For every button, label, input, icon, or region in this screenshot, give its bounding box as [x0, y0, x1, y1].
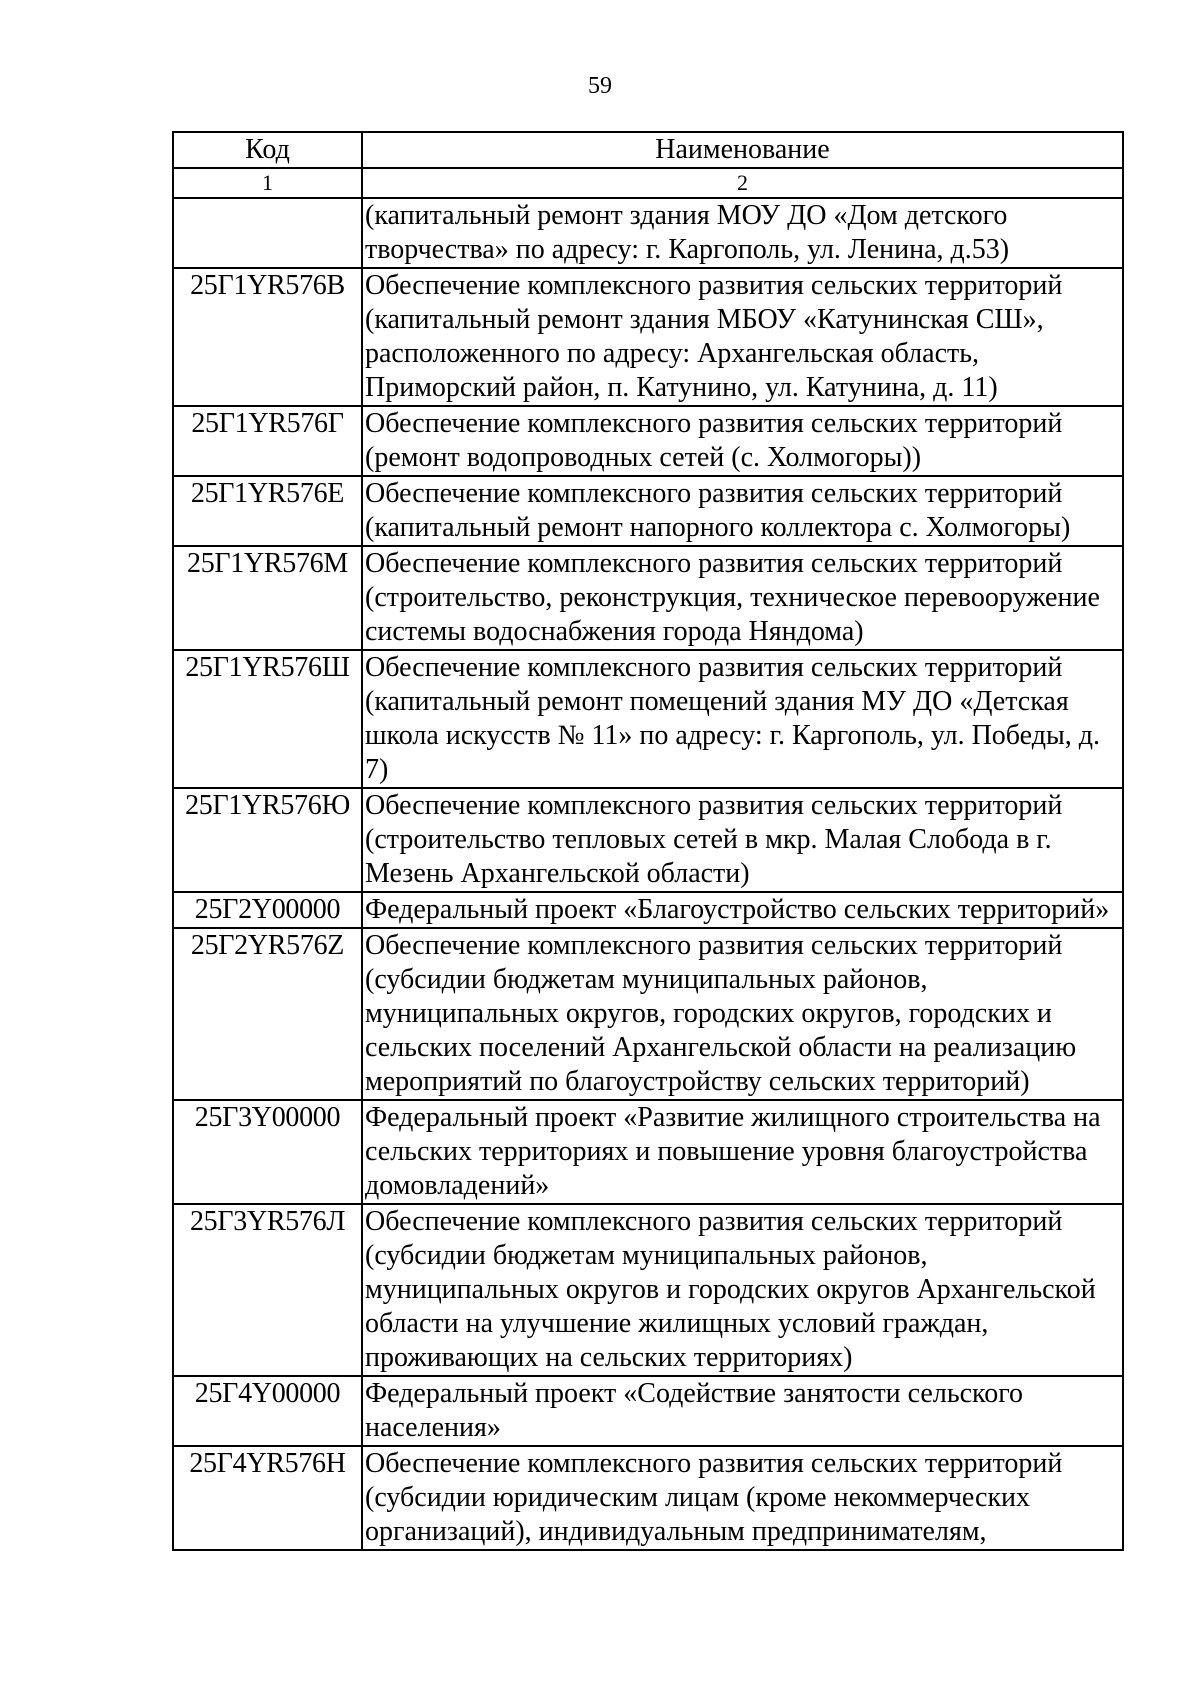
table-row: [173, 198, 1123, 268]
row-name: Обеспечение комплексного развития сельских территорий (ремонт водопроводных сетей (с. Холмогоры)): [362, 406, 1123, 476]
row-code: 25Г1YR576Ш: [173, 650, 362, 788]
table-row: [173, 892, 1123, 928]
row-code: 25Г1YR576Ю: [173, 788, 362, 892]
row-code: 25Г4YR576H: [173, 1446, 362, 1550]
row-name: Федеральный проект «Содействие занятости сельского населения»: [362, 1376, 1123, 1446]
row-code: 25Г3Y00000: [173, 1100, 362, 1204]
row-code: 25Г1YR576B: [173, 268, 362, 406]
row-name: Обеспечение комплексного развития сельских территорий (субсидии бюджетам муниципальных районов, муниципальных округов и городских округов Архангельской области на улучшение жилищных условий граждан, проживающих на сельских территориях): [362, 1204, 1123, 1376]
table-header-row: [173, 132, 1123, 168]
row-name: Обеспечение комплексного развития сельских территорий (субсидии юридическим лицам (кроме некоммерческих организаций), индивидуальным предпринимателям,: [362, 1446, 1123, 1550]
row-name: Обеспечение комплексного развития сельских территорий (капитальный ремонт помещений здания МУ ДО «Детская школа искусств № 11» по адресу: г. Каргополь, ул. Победы, д. 7): [362, 650, 1123, 788]
header-code: Код: [173, 132, 362, 168]
row-code: 25Г4Y00000: [173, 1376, 362, 1446]
row-name: Федеральный проект «Развитие жилищного строительства на сельских территориях и повышение уровня благоустройства домовладений»: [362, 1100, 1123, 1204]
row-code: [173, 198, 362, 268]
table-row: [173, 1446, 1123, 1550]
table-row: [173, 1100, 1123, 1204]
row-name: Федеральный проект «Благоустройство сельских территорий»: [362, 892, 1123, 928]
row-name: Обеспечение комплексного развития сельских территорий (капитальный ремонт здания МБОУ «Катунинская СШ», расположенного по адресу: Архангельская область, Приморский район, п. Катунино, ул. Катунина, д. 11): [362, 268, 1123, 406]
table-row: [173, 476, 1123, 546]
row-code: 25Г1YR576Г: [173, 406, 362, 476]
table-row: [173, 1376, 1123, 1446]
table-row: [173, 928, 1123, 1100]
table-row: [173, 268, 1123, 406]
column-number-code: 1: [173, 168, 362, 198]
row-name: Обеспечение комплексного развития сельских территорий (капитальный ремонт напорного коллектора с. Холмогоры): [362, 476, 1123, 546]
table-row: [173, 788, 1123, 892]
row-name: Обеспечение комплексного развития сельских территорий (строительство тепловых сетей в мкр. Малая Слобода в г. Мезень Архангельской области): [362, 788, 1123, 892]
table-row: [173, 650, 1123, 788]
row-code: 25Г1YR576E: [173, 476, 362, 546]
budget-classification-table: [172, 131, 1124, 1551]
header-name: Наименование: [362, 132, 1123, 168]
row-name: Обеспечение комплексного развития сельских территорий (строительство, реконструкция, техническое перевооружение системы водоснабжения города Няндома): [362, 546, 1123, 650]
page-number: 59: [588, 73, 612, 99]
row-code: 25Г2Y00000: [173, 892, 362, 928]
row-code: 25Г1YR576M: [173, 546, 362, 650]
column-number-row: [173, 168, 1123, 198]
table-row: [173, 546, 1123, 650]
row-code: 25Г3YR576Л: [173, 1204, 362, 1376]
row-code: 25Г2YR576Z: [173, 928, 362, 1100]
table-row: [173, 406, 1123, 476]
table-row: [173, 1204, 1123, 1376]
row-name: Обеспечение комплексного развития сельских территорий (субсидии бюджетам муниципальных районов, муниципальных округов, городских округов, городских и сельских поселений Архангельской области на реализацию мероприятий по благоустройству сельских территорий): [362, 928, 1123, 1100]
column-number-name: 2: [362, 168, 1123, 198]
row-name: (капитальный ремонт здания МОУ ДО «Дом детского творчества» по адресу: г. Каргополь, ул. Ленина, д.53): [362, 198, 1123, 268]
